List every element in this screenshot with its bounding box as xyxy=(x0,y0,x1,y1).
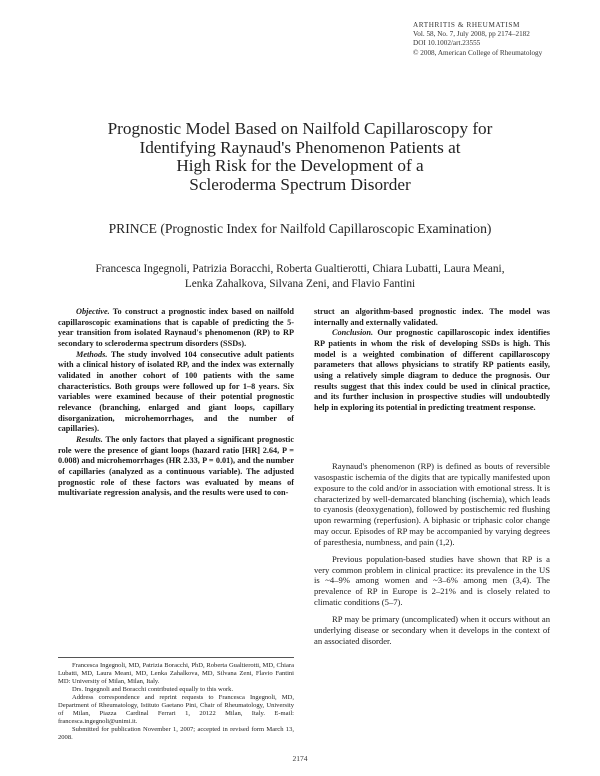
authors-line: Francesca Ingegnoli, Patrizia Boracchi, Roberta Gualtierotti, Chiara Lubatti, Laura Meani, xyxy=(95,263,505,275)
article-subtitle: PRINCE (Prognostic Index for Nailfold Capillaroscopic Examination) xyxy=(108,221,492,236)
results-continued: struct an algorithm-based prognostic index. The model was internally and externally validated. xyxy=(314,307,550,327)
abstract-methods xyxy=(58,350,294,435)
journal-copyright: © 2008, American College of Rheumatology xyxy=(413,48,543,57)
objective-label: Objective. xyxy=(76,307,110,316)
abstract-results xyxy=(58,435,294,499)
results-text: The only factors that played a significant prognostic role were the presence of giant loops (hazard ratio [HR] 2.64, P = 0.008) and microhemorrhages (HR 2.33, P = 0.01), and the number of capillaries (analyzed as a continuous variable). The adjusted prognostic role of these factors was evaluated by means of multivariate regression analysis, and the results were used to con- xyxy=(58,434,294,498)
footnote-submission: Submitted for publication November 1, 2007; accepted in revised form March 13, 2008. xyxy=(58,725,294,741)
results-label: Results. xyxy=(76,434,103,444)
title-line: Identifying Raynaud's Phenomenon Patients at xyxy=(139,137,461,157)
abstract-conclusion xyxy=(314,328,550,413)
authors-line: Lenka Zahalkova, Silvana Zeni, and Flavio Fantini xyxy=(184,278,416,290)
title-line: Scleroderma Spectrum Disorder xyxy=(189,174,411,194)
journal-doi: DOI 10.1002/art.23555 xyxy=(413,39,481,48)
journal-header xyxy=(413,21,593,58)
abstract-left-column xyxy=(58,307,294,499)
methods-text: The study involved 104 consecutive adult patients with a clinical history of isolated RP, and the index was externally validated in another cohort of 100 patients with the same characteristics. Both groups were followed up for 1–8 years. Six variables were examined because of their potential prognostic relevance (branching, enlarged and giant loops, capillary disorganization, microhemorrhages, and the number of capillaries). xyxy=(58,349,294,434)
article-title xyxy=(60,120,540,194)
journal-name: ARTHRITIS & RHEUMATISM xyxy=(413,21,521,29)
footnote-divider xyxy=(58,657,294,658)
author-list xyxy=(55,262,545,292)
objective-text: To construct a prognostic index based on nailfold capillaroscopic examinations that is capable of predicting the 5-year transition from isolated Raynaud's phenomenon (RP) to RP secondary to scleroderma spectrum disorders (SSDs). xyxy=(58,307,294,348)
footnote-affiliations: Francesca Ingegnoli, MD, Patrizia Boracchi, PhD, Roberta Gualtierotti, MD, Chiara Lubatti, MD, Laura Meani, MD, Lenka Zahalkova, MD, Silvana Zeni, Flavio Fantini MD: University of Milan, Milan, Italy. xyxy=(58,662,294,685)
title-line: High Risk for the Development of a xyxy=(176,156,424,176)
footnote-correspondence: Address correspondence and reprint requests to Francesca Ingegnoli, MD, Department of Rheumatology, Istituto Gaetano Pini, Chair of Rheumatology, University of Milan, Piazza Cardinal Ferrari 1, 20122 Milan, Italy. E-mail: francesca.ingegnoli@unimi.it. xyxy=(58,693,294,725)
footnotes xyxy=(58,662,294,742)
page-number: 2174 xyxy=(292,754,308,763)
conclusion-text: Our prognostic capillaroscopic index identifies RP patients in whom the risk of developing SSDs is high. This model is a weighted combination of different capillaroscopy parameters that allows physicians to stratify RP patients easily, using a relatively simple diagram to deduce the prognosis. Our results suggest that this index could be used in clinical practice, and its further inclusion in prospective studies will undoubtedly help in exploring its potential in predicting treatment response. xyxy=(314,328,550,412)
abstract-objective xyxy=(58,307,294,350)
journal-volume: Vol. 58, No. 7, July 2008, pp 2174–2182 xyxy=(413,30,530,39)
body-text xyxy=(314,461,550,653)
title-line: Prognostic Model Based on Nailfold Capillaroscopy for xyxy=(107,119,493,138)
footnote-equal-contribution: Drs. Ingegnoli and Boracchi contributed equally to this work. xyxy=(72,685,234,693)
conclusion-label: Conclusion. xyxy=(332,328,374,338)
methods-label: Methods. xyxy=(76,349,108,359)
abstract-right-column xyxy=(314,307,550,414)
body-paragraph: Previous population-based studies have shown that RP is a very common problem in clinical practice: its prevalence in the US is ~4–9% among women and ~3–6% among men (3,4). The prevalence of RP in Europe is 2–21% and is closely related to climatic conditions (5–7). xyxy=(314,553,550,608)
body-paragraph: Raynaud's phenomenon (RP) is defined as bouts of reversible vasospastic ischemia of the digits that are typically manifested upon exposure to the cold and/or in association with emotional stress. It is characterized by well-demarcated blanching (ischemia), which leads to cyanosis (deoxygenation), followed by postischemic red flushing upon rewarming (reperfusion). A biphasic or triphasic color change may occur. Episodes of RP may be accompanied by varying degrees of paresthesia, numbness, and pain (1,2). xyxy=(314,461,550,547)
body-paragraph: RP may be primary (uncomplicated) when it occurs without an underlying disease or secondary when it develops in the context of an associated disorder. xyxy=(314,613,550,646)
